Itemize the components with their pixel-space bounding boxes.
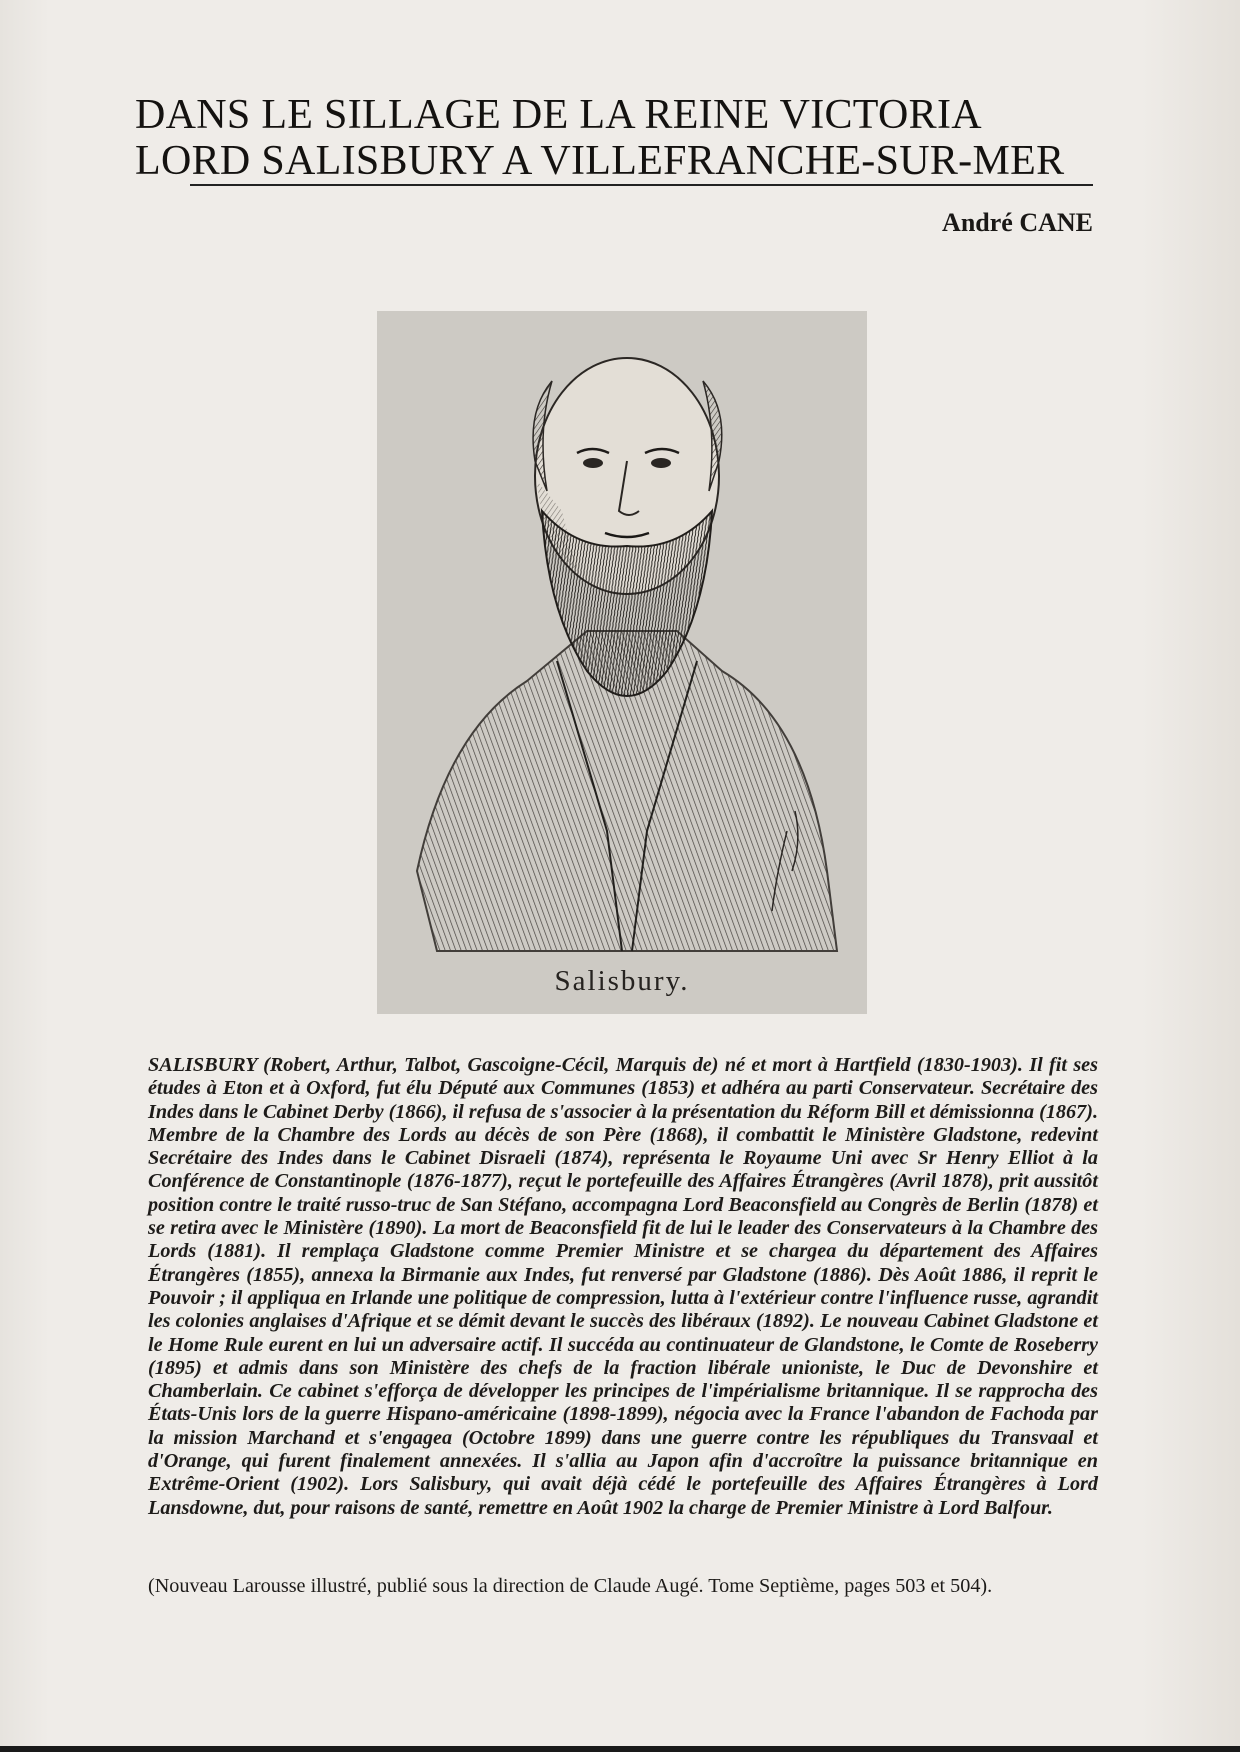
title-rule — [190, 184, 1093, 186]
portrait-engraving — [377, 311, 867, 1014]
title-line-1: DANS LE SILLAGE DE LA REINE VICTORIA — [135, 92, 982, 138]
author-name: André CANE — [942, 208, 1093, 237]
article-title — [135, 92, 1095, 184]
portrait-drawing — [377, 311, 867, 1014]
biography-paragraph: SALISBURY (Robert, Arthur, Talbot, Gascoigne-Cécil, Marquis de) né et mort à Hartfield (1830-1903). Il fit ses études à Eton et à Oxford, fut élu Député aux Communes (1853) et adhéra au parti Conservateur. Secrétaire des Indes dans le Cabinet Derby (1866), il refusa de s'associer à la présentation du Réform Bill et démissionna (1867). Membre de la Chambre des Lords au décès de son Père (1868), il combattit le Ministère Gladstone, redevint Secrétaire des Indes dans le Cabinet Disraeli (1874), représenta le Royaume Uni avec Sr Henry Elliot à la Conférence de Constantinople (1876-1877), reçut le portefeuille des Affaires Étrangères (Avril 1878), prit aussitôt position contre le traité russo-truc de San Stéfano, accompagna Lord Beaconsfield au Congrès de Berlin (1878) et se retira avec le Ministère (1890). La mort de Beaconsfield fit de lui le leader des Conservateurs à la Chambre des Lords (1881). Il remplaça Gladstone comme Premier Ministre et se chargea du département des Affaires Étrangères (1855), annexa la Birmanie aux Indes, fut renversé par Gladstone (1886). Dès Août 1886, il reprit le Pouvoir ; il appliqua en Irlande une politique de compression, lutta à l'extérieur contre l'influence russe, agrandit les colonies anglaises d'Afrique et se démit devant le succès des libéraux (1892). Le nouveau Cabinet Gladstone et le Home Rule eurent en lui un adversaire actif. Il succéda au continuateur de Glandstone, le Comte de Roseberry (1895) et admis dans son Ministère des chefs de la fraction libérale unioniste, le Duc de Devonshire et Chamberlain. Ce cabinet s'efforça de développer les principes de l'impérialisme britannique. Il se rapprocha des États-Unis lors de la guerre Hispano-américaine (1898-1899), négocia avec la France l'abandon de Fachoda par la mission Marchand et s'engagea (Octobre 1899) dans une guerre contre les républiques du Transvaal et d'Orange, qui furent finalement annexées. Il s'allia au Japon afin d'accroître la puissance britannique en Extrême-Orient (1902). Lors Salisbury, qui avait déjà cédé le portefeuille des Affaires Étrangères à Lord Lansdowne, dut, pour raisons de santé, remettre en Août 1902 la charge de Premier Ministre à Lord Balfour. — [148, 1054, 1098, 1519]
scan-bottom-edge — [0, 1746, 1240, 1752]
source-citation: (Nouveau Larousse illustré, publié sous la direction de Claude Augé. Tome Septième, pages 503 et 504). — [148, 1575, 993, 1597]
portrait-caption: Salisbury. — [554, 965, 690, 997]
title-line-2: LORD SALISBURY A VILLEFRANCHE-SUR-MER — [135, 138, 1065, 184]
